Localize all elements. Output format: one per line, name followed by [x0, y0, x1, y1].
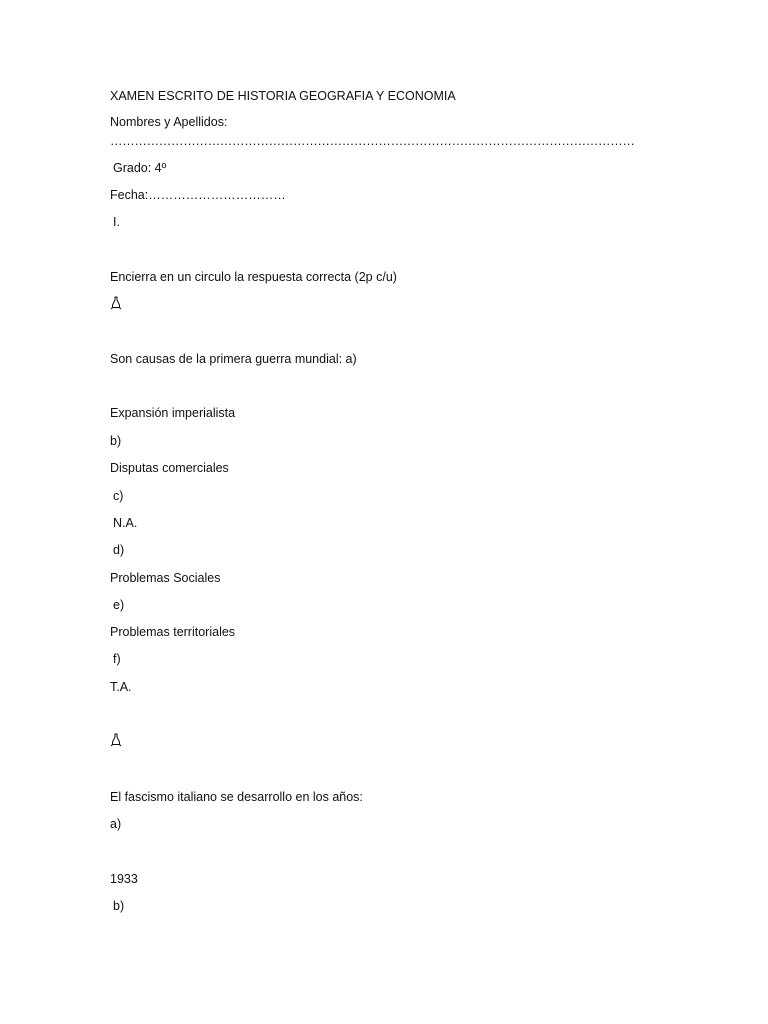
pencil-icon	[110, 733, 122, 747]
q1-option-b: Disputas comerciales	[110, 461, 229, 475]
name-label: Nombres y Apellidos:	[110, 115, 228, 129]
section-number: I.	[113, 215, 120, 229]
q2-label-b: b)	[113, 899, 125, 913]
q1-option-a: Expansión imperialista	[110, 406, 236, 420]
q2-label-a: a)	[110, 817, 122, 831]
q1-label-d: d)	[113, 543, 125, 557]
pencil-icon	[110, 296, 122, 310]
q1-label-b: b)	[110, 434, 122, 448]
question-2-text: El fascismo italiano se desarrollo en los años:	[110, 790, 363, 804]
q1-option-c: N.A.	[113, 516, 138, 530]
date-label: Fecha:……………………………	[110, 188, 286, 202]
grade-label: Grado: 4º	[113, 161, 167, 175]
q1-label-c: c)	[113, 489, 124, 503]
question-1-text: Son causas de la primera guerra mundial: a)	[110, 352, 357, 366]
q1-option-d: Problemas Sociales	[110, 571, 221, 585]
name-blank-line: …………………………………………………………………………………………………………………	[110, 134, 635, 148]
q1-option-f: T.A.	[110, 680, 132, 694]
q2-option-a: 1933	[110, 872, 138, 886]
instruction-text: Encierra en un circulo la respuesta correcta (2p c/u)	[110, 270, 397, 284]
q1-option-e: Problemas territoriales	[110, 625, 236, 639]
exam-title: XAMEN ESCRITO DE HISTORIA GEOGRAFIA Y ECONOMIA	[110, 89, 456, 103]
q1-label-e: e)	[113, 598, 125, 612]
q1-label-f: f)	[113, 652, 121, 666]
